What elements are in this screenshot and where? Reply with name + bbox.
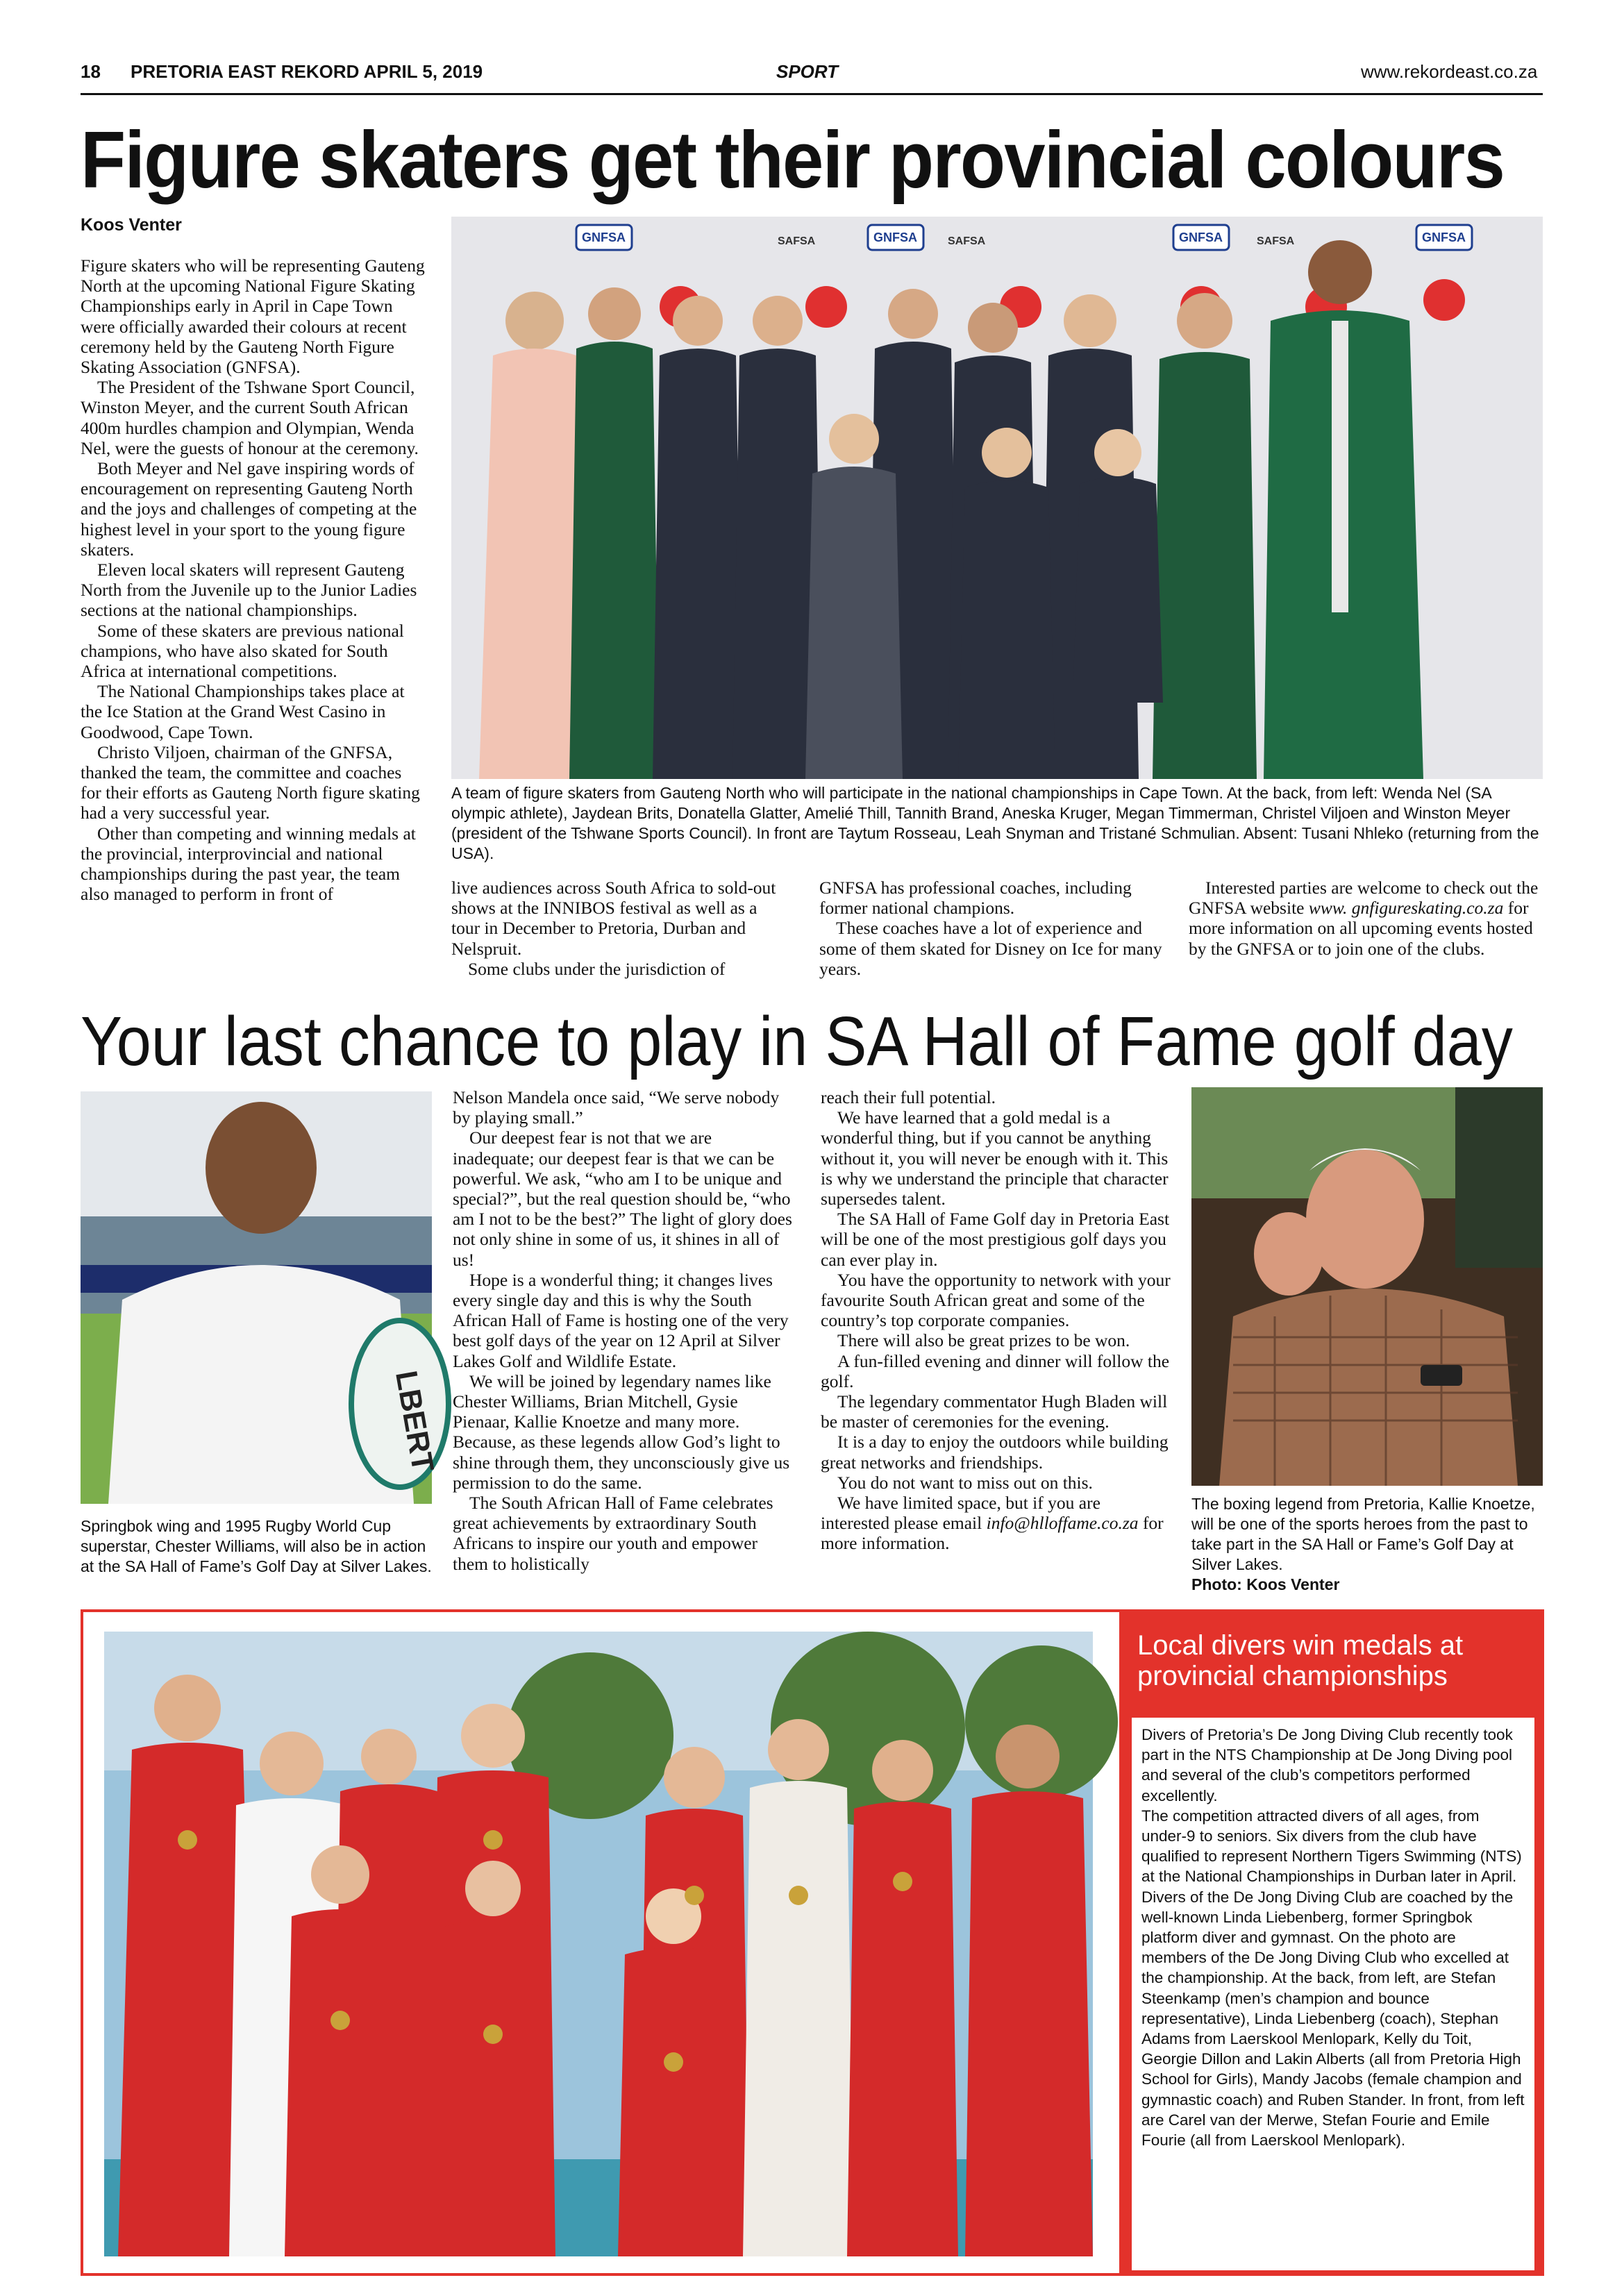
paragraph: The National Championships takes place at the Ice Station at the Grand West Casino in Goodwood, Cape Town. [81,681,405,742]
chester-williams-photo [81,1091,440,1504]
paragraph: There will also be great prizes to be won. [837,1330,1130,1351]
paragraph: Other than competing and winning medals at the provincial, interprovincial and national championships during the past year, the team also managed to perform in front of [81,823,416,905]
article2-col1 [453,1087,797,1574]
website-link[interactable]: www.rekordeast.co.za [1361,61,1538,82]
paragraph: The SA Hall of Fame Golf day in Pretoria East will be one of the most prestigious golf days you can ever play in. [821,1209,1170,1270]
paragraph: Some of these skaters are previous national champions, who have also skated for South Africa at international competitions. [81,620,404,682]
paragraph: You have the opportunity to network with your favourite South African great and some of the country’s top corporate companies. [821,1269,1171,1331]
paragraph [1189,878,1540,959]
gnfsa-website-link[interactable]: www. gnfigureskating.co.za [1308,898,1504,919]
chester-photo-illustration [81,1091,440,1504]
text-run: We have limited space, but if you are interested please email [821,1493,1100,1534]
kallie-knoetze-photo [1191,1087,1543,1486]
article1-byline: Koos Venter [81,215,182,235]
paragraph: The South African Hall of Fame celebrates great achievements by extraordinary South Africans to inspire our youth and empower them to holistically [453,1493,773,1574]
paragraph: A fun-filled evening and dinner will follow the golf. [821,1350,1170,1391]
ball-brand-text: LBERT [389,1368,440,1475]
paragraph: Eleven local skaters will represent Gauteng North from the Juvenile up to the Junior Ladies sections at the national championships. [81,560,417,621]
paragraph: These coaches have a lot of experience and some of them skated for Disney on Ice for many years. [819,918,1162,979]
paragraph: You do not want to miss out on this. [837,1472,1093,1493]
backdrop-logo: SAFSA [948,235,986,247]
text-run: for more information on all upcoming events hosted by the GNFSA or to join one of the clubs. [1189,898,1533,959]
paragraph: The competition attracted divers of all ages, from under-9 to seniors. Six divers from the club have qualified to represent Northern Tigers Swimming (NTS) at the National Championships in Durban later in April. Divers of the De Jong Diving Club are coached by the well-known Linda Liebenberg, former Springbok platform diver and gymnast. On the photo are members of the De Jong Diving Club who excelled at the championship. At the back, from left, are Stefan Steenkamp (men’s champion and bounce representative), Linda Liebenberg (coach), Stephan Adams from Laerskool Menlopark, Kelly du Toit, Georgie Dillon and Lakin Alberts (all from Pretoria High School for Girls), Mandy Jacobs (female champion and gymnastic coach) and Ruben Stander. In front, from left are Carel van der Merwe, Stefan Fourie and Emile Fourie (all from Laerskool Menlopark). [1141,1807,1525,2150]
paragraph: The legendary commentator Hugh Bladen will be master of ceremonies for the evening. [821,1391,1168,1432]
divers-team-photo [104,1632,1093,2256]
photo-credit: Photo: Koos Venter [1191,1575,1340,1593]
paragraph: Both Meyer and Nel gave inspiring words of encouragement on representing Gauteng North and the joys and challenges of competing at the highest level in your sport to the young figure skaters. [81,458,417,560]
skaters-photo-caption: A team of figure skaters from Gauteng North who will participate in the national championships in Cape Town. At the back, from left: Wenda Nel (SA olympic athlete), Jaydean Brits, Donatella Glatter, Amelié Thill, Tannith Brand, Aneska Kruger, Megan Timmerman, Christel Viljoen and Winston Meyer (president of the Tshwane Sports Council). In front are Taytum Rosseau, Leah Snyman and Tristané Schmulian. Absent: Tusani Nhleko (returning from the USA). [451,784,1539,862]
backdrop-logo: GNFSA [1179,231,1223,244]
article1-col3 [819,878,1166,979]
backdrop-logo: GNFSA [582,231,626,244]
article3-headline: Local divers win medals at provincial championships [1119,1612,1541,1705]
paragraph: Christo Viljoen, chairman of the GNFSA, thanked the team, the committee and coaches for their efforts as Gauteng North figure skating had a very successful year. [81,741,420,823]
paragraph: We have learned that a gold medal is a wonderful thing, but if you cannot be anything without it, you will never be enough with it. This is why we understand the principle that character supersedes talent. [821,1107,1169,1209]
text-run: for more information. [821,1513,1164,1554]
chester-photo-caption: Springbok wing and 1995 Rugby World Cup superstar, Chester Williams, will also be in action at the SA Hall of Fame’s Golf Day at Silver Lakes. [81,1517,432,1575]
kallie-photo-caption [1191,1494,1546,1595]
paragraph: It is a day to enjoy the outdoors while building great networks and friendships. [821,1432,1169,1473]
paragraph: reach their full potential. [821,1087,996,1107]
header-rule [81,93,1543,95]
article2-headline: Your last chance to play in SA Hall of Fame golf day [81,1003,1513,1080]
backdrop-logo: GNFSA [873,231,917,244]
paragraph: Some clubs under the jurisdiction of [468,958,726,979]
paragraph: live audiences across South Africa to sold-out shows at the INNIBOS festival as well as a tour in December to Pretoria, Durban and Nelspruit. [451,878,776,959]
paragraph: Our deepest fear is not that we are inadequate; our deepest fear is that we can be powerful. We ask, “who am I to be unique and special?”, but the real question should be, “who am I not to be the best?” The light of glory does not only shine in some of us, it shines in all of us! [453,1128,792,1270]
paragraph: Figure skaters who will be representing Gauteng North at the upcoming National Figure Skating Championships early in April in Cape Town were officially awarded their colours at recent ceremony held by the Gauteng North Figure Skating Association (GNFSA). [81,255,425,378]
kallie-photo-illustration [1191,1087,1543,1486]
text-run: Interested parties are welcome to check out the GNFSA website [1189,878,1539,919]
divers-photo-illustration [104,1632,1093,2256]
paragraph [821,1493,1171,1554]
paragraph: Nelson Mandela once said, “We serve nobody by playing small.” [453,1087,780,1128]
paragraph: The President of the Tshwane Sport Council, Winston Meyer, and the current South African 400m hurdles champion and Olympian, Wenda Nel, were the guests of honour at the ceremony. [81,377,419,458]
page-number: 18 [81,61,101,82]
article1-col4 [1189,878,1540,959]
skaters-team-photo [451,217,1543,779]
email-link[interactable]: info@hlloffame.co.za [986,1513,1139,1534]
backdrop-logo: SAFSA [778,235,816,247]
paragraph: Divers of Pretoria’s De Jong Diving Club recently took part in the NTS Championship at De Jong Diving pool and several of the club’s competitors performed excellently. [1141,1726,1513,1804]
publication-date: PRETORIA EAST REKORD APRIL 5, 2019 [131,61,483,82]
section-label: SPORT [776,61,839,82]
paragraph: We will be joined by legendary names like Chester Williams, Brian Mitchell, Gysie Pienaar, Kallie Knoetze and many more. Because, as these legends allow God’s light to shine through them, they unconsciously give us permission to do the same. [453,1371,790,1493]
article1-col2 [451,878,785,979]
caption-text: The boxing legend from Pretoria, Kallie Knoetze, will be one of the sports heroes from the past to take part in the SA Hall or Fame’s Golf Day at Silver Lakes. [1191,1495,1535,1573]
article3-body [1132,1718,1534,2270]
backdrop-logo: GNFSA [1422,231,1466,244]
paragraph: GNFSA has professional coaches, including former national champions. [819,878,1132,919]
skaters-photo-illustration [451,217,1543,779]
article1-headline: Figure skaters get their provincial colours [81,115,1504,205]
paragraph: Hope is a wonderful thing; it changes lives every single day and this is why the South African Hall of Fame is hosting one of the very best golf days of the year on 12 April at Silver Lakes Golf and Wildlife Estate. [453,1269,789,1371]
article2-col2 [821,1087,1171,1554]
backdrop-logo: SAFSA [1257,235,1295,247]
article1-col1 [81,255,426,905]
